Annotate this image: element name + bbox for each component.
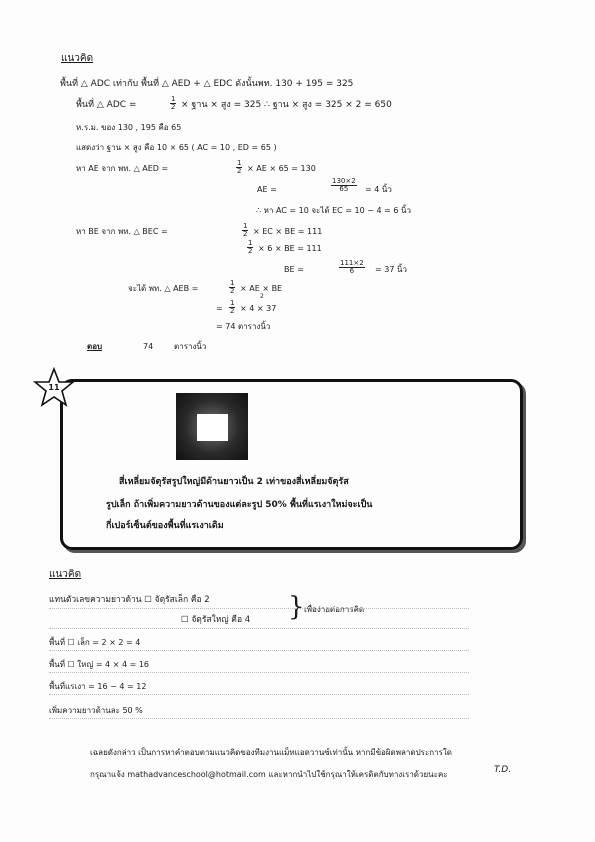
sol1-line-8a: หา BE จาก พท. △ BEC = <box>76 227 168 236</box>
footer-line-2: กรุณาแจ้ง mathadvanceschool@hotmail.com และหากนำไปใช้กรุณาให้เครดิตกับทางเราด้วยนะคะ <box>90 770 448 779</box>
problem-text-line-3: กี่เปอร์เซ็นต์ของพื้นที่แรเงาเดิม <box>106 521 224 531</box>
guide-line <box>49 628 469 629</box>
sol2-line-4: พื้นที่ ☐ ใหญ่ = 4 × 4 = 16 <box>49 660 149 669</box>
fraction-half-6 <box>229 300 235 316</box>
sol1-line-5b: × AE × 65 = 130 <box>247 164 316 173</box>
fraction-numerator: 1 <box>230 299 235 307</box>
sol1-line-12b: × 4 × 37 <box>240 304 277 313</box>
fraction-numerator: 1 <box>230 279 235 287</box>
sol1-line-9: × 6 × BE = 111 <box>258 244 322 253</box>
sol1-line-6a: AE = <box>257 185 277 194</box>
fraction-half-3 <box>242 223 248 239</box>
sol1-line-11b: × AE × BE <box>240 284 283 293</box>
fraction-denominator: 2 <box>237 167 242 176</box>
sol1-line-2b: × ฐาน × สูง = 325 ∴ ฐาน × สูง = 325 × 2 = 650 <box>181 100 392 110</box>
fraction-half-4 <box>247 240 253 256</box>
sol2-line-6: เพิ่มความยาวด้านละ 50 % <box>49 706 143 715</box>
sol2-note: เพื่อง่ายต่อการคิด <box>304 605 365 614</box>
square-figure <box>176 393 248 460</box>
fraction-half-5 <box>229 280 235 296</box>
sol1-line-10a: BE = <box>284 265 304 274</box>
guide-line <box>49 718 469 719</box>
sol1-line-2a: พื้นที่ △ ADC = <box>76 100 137 110</box>
guide-line <box>49 694 469 695</box>
fraction-numerator: 130×2 <box>332 177 356 185</box>
inner-square <box>197 414 228 441</box>
sol1-line-12a: = <box>216 304 223 313</box>
guide-line <box>49 650 469 651</box>
fraction-denominator: 2 <box>230 307 235 316</box>
fraction-denominator: 6 <box>349 267 355 276</box>
sol2-line-3: พื้นที่ ☐ เล็ก = 2 × 2 = 4 <box>49 638 141 647</box>
fraction-denominator: 2 <box>230 287 235 296</box>
sol1-line-11a: จะได้ พท. △ AEB = <box>128 284 199 293</box>
sol1-line-6b: = 4 นิ้ว <box>365 185 392 194</box>
fraction-half-1 <box>170 96 176 112</box>
problem-text-line-2: รูปเล็ก ถ้าเพิ่มความยาวด้านของแต่ละรูป 50% พื้นที่แรเงาใหม่จะเป็น <box>106 500 373 510</box>
signature: T.D. <box>494 765 512 775</box>
cancel-mark-2: 2 <box>260 293 264 300</box>
solution-heading-2: แนวคิด <box>49 569 82 580</box>
fraction-denominator: 2 <box>171 103 176 112</box>
sol1-line-4: แสดงว่า ฐาน × สูง คือ 10 × 65 ( AC = 10 , ED = 65 ) <box>76 143 277 152</box>
answer-label: ตอบ <box>87 342 103 351</box>
answer-unit: ตารางนิ้ว <box>174 342 207 351</box>
fraction-be <box>339 260 365 276</box>
problem-number: 11 <box>48 383 60 392</box>
fraction-numerator: 1 <box>237 159 242 167</box>
brace-mark: } <box>288 592 305 622</box>
fraction-denominator: 2 <box>248 247 253 256</box>
sol2-line-2: ☐ จัตุรัสใหญ่ คือ 4 <box>181 615 251 625</box>
sol1-line-10b: = 37 นิ้ว <box>375 265 407 274</box>
sol1-line-7: ∴ หา AC = 10 จะได้ EC = 10 − 4 = 6 นิ้ว <box>256 206 411 215</box>
fraction-numerator: 1 <box>171 95 176 103</box>
guide-line <box>49 672 469 673</box>
sol1-line-3: ห.ร.ม. ของ 130 , 195 คือ 65 <box>76 123 182 132</box>
solution-heading-1: แนวคิด <box>61 53 94 64</box>
fraction-denominator: 65 <box>339 185 349 194</box>
fraction-numerator: 111×2 <box>340 259 364 267</box>
sol1-line-13: = 74 ตารางนิ้ว <box>216 322 271 331</box>
fraction-numerator: 1 <box>248 239 253 247</box>
sol2-line-1: แทนตัวเลขความยาวด้าน ☐ จัตุรัสเล็ก คือ 2 <box>49 595 210 605</box>
sol2-line-5: พื้นที่แรเงา = 16 − 4 = 12 <box>49 682 147 691</box>
problem-text-line-1: สี่เหลี่ยมจัตุรัสรูปใหญ่มีด้านยาวเป็น 2 เท่าของสี่เหลี่ยมจัตุรัส <box>119 477 349 487</box>
guide-line <box>49 608 469 609</box>
fraction-ae <box>331 178 357 194</box>
fraction-denominator: 2 <box>243 230 248 239</box>
sol1-line-5a: หา AE จาก พท. △ AED = <box>76 164 169 173</box>
sol1-line-1: พื้นที่ △ ADC เท่ากับ พื้นที่ △ AED + △ EDC ดังนั้นพท. 130 + 195 = 325 <box>60 79 354 89</box>
sol1-line-8b: × EC × BE = 111 <box>253 227 323 236</box>
answer-value: 74 <box>143 342 154 351</box>
fraction-half-2 <box>236 160 242 176</box>
fraction-numerator: 1 <box>243 222 248 230</box>
footer-line-1: เฉลยดังกล่าว เป็นการหาคำตอบตามแนวคิดของทีมงานแม็ทแอดวานซ์เท่านั้น หากมีข้อผิดพลาดประการใด <box>90 748 452 757</box>
